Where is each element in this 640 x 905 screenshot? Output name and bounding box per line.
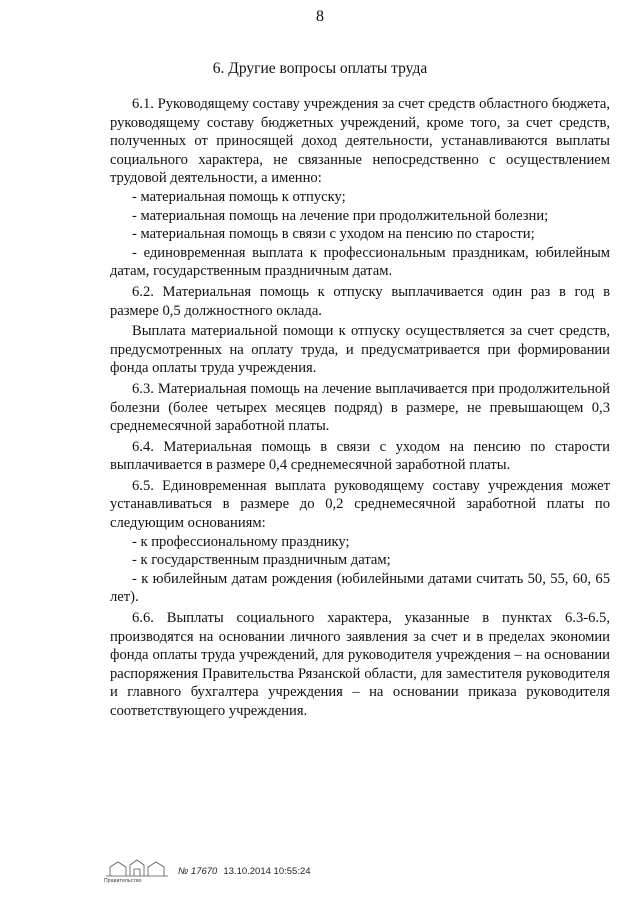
paragraph-6-4: 6.4. Материальная помощь в связи с уходом на пенсию по старости выплачивается в размере 0,4 среднемесячной заработной платы.	[110, 438, 610, 474]
paragraph-6-1: 6.1. Руководящему составу учреждения за счет средств областного бюджета, руководящему составу бюджетных учреждений, кроме того, за счет средств, полученных от приносящей доход деятельности, устанавливаются выплаты социального характера, не связанные непосредственно с осуществлением трудовой деятельности, а именно:	[110, 96, 610, 187]
list-item: - единовременная выплата к профессиональным праздникам, юбилейным датам, государственным праздничным датам.	[110, 244, 610, 280]
paragraph-6-2: 6.2. Материальная помощь к отпуску выплачивается один раз в год в размере 0,5 должностного оклада.	[110, 283, 610, 319]
list-item: - к профессиональному празднику;	[132, 533, 350, 550]
list-item: - материальная помощь к отпуску;	[132, 188, 346, 205]
list-item: - к юбилейным датам рождения (юбилейными датами считать 50, 55, 60, 65 лет).	[110, 570, 610, 606]
registration-footer	[104, 858, 311, 884]
registration-timestamp: 13.10.2014 10:55:24	[223, 865, 311, 877]
stamp-text: Правительство	[104, 878, 142, 884]
paragraph-6-3: 6.3. Материальная помощь на лечение выплачивается при продолжительной болезни (более четырех месяцев подряд) в размере, не превышающем 0,3 среднемесячной заработной платы.	[110, 380, 610, 435]
government-stamp-icon	[104, 858, 170, 884]
paragraph-6-5: 6.5. Единовременная выплата руководящему составу учреждения может устанавливаться в размере до 0,2 среднемесячной заработной платы по следующим основаниям:	[110, 477, 610, 532]
document-body	[110, 95, 610, 721]
page-number: 8	[316, 8, 324, 25]
paragraph-6-2-continued: Выплата материальной помощи к отпуску осуществляется за счет средств, предусмотренных на оплату труда, и предусматривается при формировании фонда оплаты труда учреждения.	[110, 323, 610, 377]
list-item: - материальная помощь в связи с уходом на пенсию по старости;	[132, 226, 535, 243]
section-title: 6. Другие вопросы оплаты труда	[212, 60, 428, 77]
list-item: - к государственным праздничным датам;	[132, 552, 391, 569]
registration-number: № 17670	[178, 865, 218, 877]
list-item: - материальная помощь на лечение при продолжительной болезни;	[132, 207, 549, 224]
paragraph-6-6: 6.6. Выплаты социального характера, указанные в пунктах 6.3-6.5, производятся на основании личного заявления за счет и в пределах экономии фонда оплаты труда учреждений, для руководителя учреждения – на основании распоряжения Правительства Рязанской области, для заместителя руководителя и главного бухгалтера учреждения – на основании приказа руководителя соответствующего учреждения.	[110, 610, 610, 719]
